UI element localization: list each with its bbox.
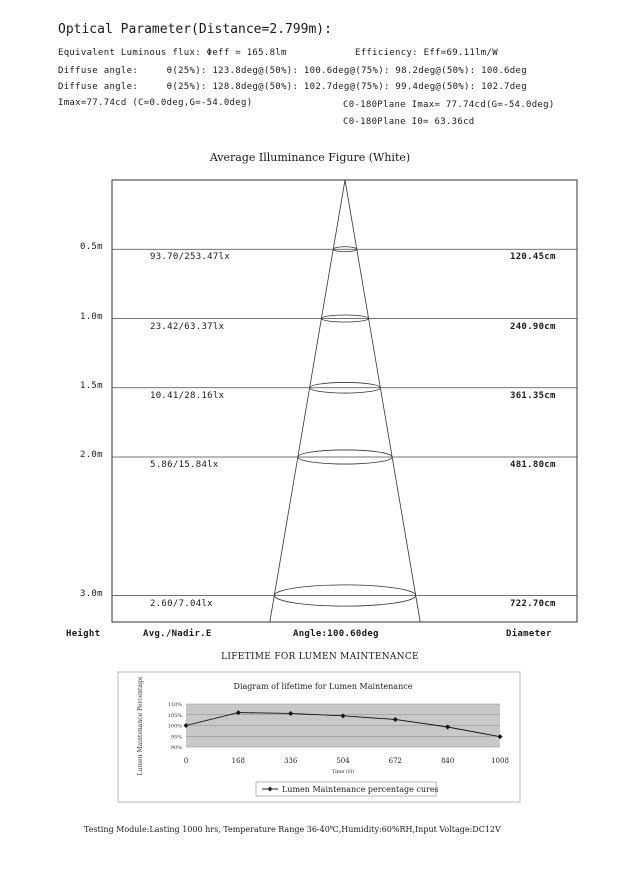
x-tick-label: 672 — [388, 757, 403, 765]
lifetime-chart-title: Diagram of lifetime for Lumen Maintenance — [233, 682, 413, 691]
lifetime-heading: LIFETIME FOR LUMEN MAINTENANCE — [221, 652, 419, 662]
diffuse-angle-1: Diffuse angle: θ(25%): 123.8deg@(50%): 100.6deg@(75%): 98.2deg@(50%): 100.6deg — [58, 66, 527, 76]
y-tick-label: 110% — [167, 702, 182, 708]
y-tick-label: 105% — [167, 712, 182, 719]
height-column-label: Height — [66, 629, 101, 639]
avg-nadir-value: 93.70/253.47lx — [150, 252, 231, 263]
avg-nadir-value: 23.42/63.37lx — [150, 321, 225, 332]
y-tick-label: 95% — [170, 734, 182, 741]
c0-imax: C0-180Plane Imax= 77.74cd(G=-54.0deg) — [343, 100, 555, 110]
x-tick-label: 840 — [440, 757, 455, 765]
x-tick-label: 1008 — [491, 757, 509, 765]
testing-module-footer: Testing Module:Lasting 1000 hrs, Temperature Range 36-40℃,Humidity:60%RH,Input Voltage:DC12V — [84, 825, 501, 834]
height-label: 3.0m — [80, 588, 103, 599]
diffuse-angle-2: Diffuse angle: θ(25%): 128.8deg@(50%): 102.7deg@(75%): 99.4deg@(50%): 102.7deg — [58, 82, 527, 92]
diameter-value: 722.70cm — [510, 598, 556, 609]
x-tick-label: 504 — [336, 757, 350, 765]
efficiency: Efficiency: Eff=69.11lm/W — [355, 48, 498, 58]
height-label: 1.5m — [80, 380, 103, 391]
diameter-value: 361.35cm — [510, 390, 556, 401]
height-label: 0.5m — [80, 242, 103, 253]
illuminance-figure-title: Average Illuminance Figure (White) — [209, 151, 411, 164]
legend-label: Lumen Maintenance percentage cures — [282, 785, 439, 794]
imax-info: Imax=77.74cd (C=0.0deg,G=-54.0deg) — [58, 98, 253, 108]
page-title: Optical Parameter(Distance=2.799m): — [58, 22, 332, 37]
diameter-value: 481.80cm — [510, 460, 556, 470]
x-axis-label: Time (H) — [331, 769, 355, 775]
x-tick-label: 336 — [283, 757, 298, 765]
lifetime-chart — [0, 660, 620, 810]
x-tick-label: 168 — [231, 757, 246, 765]
beam-angle-label: Angle:100.60deg — [293, 629, 379, 639]
x-tick-label: 0 — [183, 757, 189, 765]
c0-i0: C0-180Plane I0= 63.36cd — [343, 117, 475, 127]
diameter-value: 240.90cm — [510, 321, 556, 332]
luminous-flux: Equivalent Luminous flux: Φeff = 165.8lm — [58, 48, 287, 58]
beam-cone-edge — [270, 180, 345, 622]
avg-nadir-value: 10.41/28.16lx — [150, 390, 225, 401]
y-axis-label: Lumen Maintenance Percentage — [137, 676, 144, 776]
diameter-value: 120.45cm — [510, 252, 556, 263]
y-tick-label: 90% — [170, 745, 182, 751]
y-tick-label: 100% — [167, 723, 182, 730]
height-label: 1.0m — [80, 311, 103, 322]
avg-nadir-value: 5.86/15.84lx — [150, 460, 219, 470]
beam-cone-edge — [345, 180, 420, 622]
diameter-column-label: Diameter — [506, 629, 552, 639]
avg-nadir-value: 2.60/7.04lx — [150, 598, 213, 609]
height-label: 2.0m — [80, 450, 103, 460]
figure-frame — [112, 180, 577, 622]
avg-nadir-column-label: Avg./Nadir.E — [143, 629, 212, 639]
